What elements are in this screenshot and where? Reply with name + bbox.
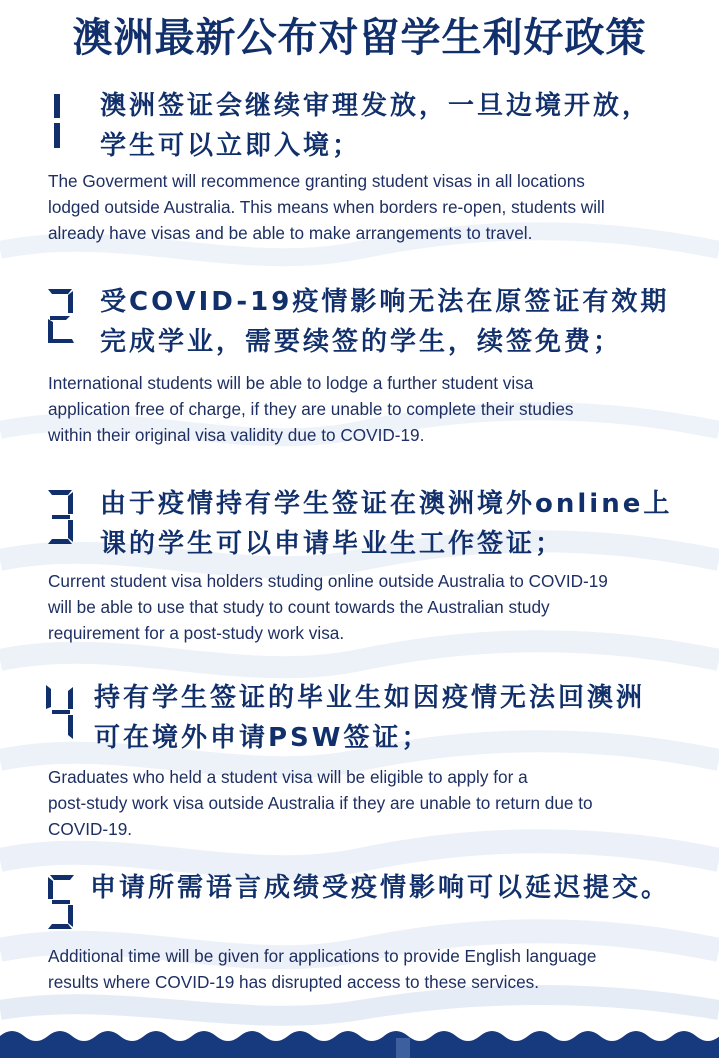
policy-3-english: Current student visa holders studing online outside Australia to COVID-19 will be able to use that study to count towards the Australian study requirement for a post-study work visa. [48, 571, 608, 643]
numeral-4-icon [44, 683, 76, 741]
bottom-wave-band [0, 1024, 719, 1058]
policy-2-english: International students will be able to lodge a further student visa application free of charge, if they are unable to complete their studies within their original visa validity due to COVID-19. [48, 373, 574, 445]
policy-1-chinese: 澳洲签证会继续审理发放，一旦边境开放， 学生可以立即入境； [100, 91, 652, 161]
numeral-2-icon [46, 287, 76, 345]
policy-4-english: Graduates who held a student visa will be eligible to apply for a post-study work visa outside Australia if they are unable to return due to COVID-19. [48, 767, 593, 839]
page-title: 澳洲最新公布对留学生利好政策 [72, 15, 647, 61]
numeral-1-icon [48, 92, 70, 150]
numeral-3-icon [46, 488, 76, 546]
policy-2-chinese: 受COVID-19疫情影响无法在原签证有效期 完成学业，需要续签的学生，续签免费； [100, 287, 670, 357]
policy-5-chinese: 申请所需语言成绩受疫情影响可以延迟提交。 [90, 873, 671, 903]
numeral-5-icon [46, 873, 76, 931]
policy-1-english: The Goverment will recommence granting student visas in all locations lodged outside Australia. This means when borders re-open, students will already have visas and be able to make arrangements to travel. [48, 171, 605, 243]
policy-3-chinese: 由于疫情持有学生签证在澳洲境外online上 课的学生可以申请毕业生工作签证； [100, 489, 673, 559]
policy-4-chinese: 持有学生签证的毕业生如因疫情无法回澳洲 可在境外申请PSW签证； [94, 683, 646, 753]
policy-5-english: Additional time will be given for applications to provide English language results where COVID-19 has disrupted access to these services. [48, 946, 597, 992]
